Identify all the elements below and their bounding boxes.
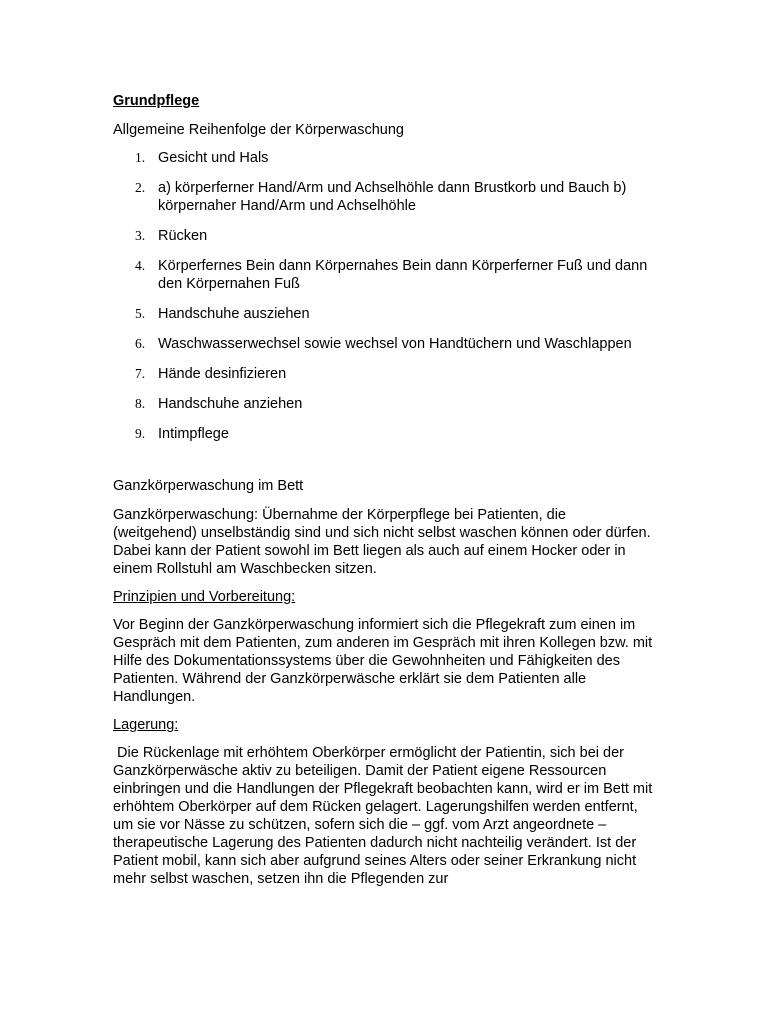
document-title: Grundpflege	[113, 93, 200, 109]
list-item-text: Handschuhe ausziehen	[158, 306, 310, 322]
list-item-number: 2.	[135, 180, 146, 195]
list-item-text: Handschuhe anziehen	[158, 396, 303, 412]
document-page	[113, 92, 657, 898]
list-item-number: 6.	[135, 336, 146, 351]
washing-order-list	[113, 149, 653, 443]
list-item	[113, 149, 653, 167]
list-item-number: 8.	[135, 396, 146, 411]
intro-text: Allgemeine Reihenfolge der Körperwaschung	[113, 122, 404, 138]
positioning-paragraph: Die Rückenlage mit erhöhtem Oberkörper ermöglicht der Patientin, sich bei der Ganzkörperwäsche aktiv zu beteiligen. Damit der Patient eigene Ressourcen einbringen und die Handlungen der Pflegekraft beobachten kann, wird er im Bett mit erhöhtem Oberkörper auf dem Rücken gelagert. Lagerungshilfen werden entfernt, um sie vor Nässe zu schützen, sofern sich die – ggf. vom Arzt angeordnete – therapeutische Lagerung des Patienten dadurch nicht nachteilig verändert. Ist der Patient mobil, kann sich aber aufgrund seines Alters oder seiner Erkrankung nicht mehr selbst waschen, setzen ihn die Pflegenden zur	[113, 745, 657, 887]
list-item	[113, 179, 653, 215]
definition-paragraph: Ganzkörperwaschung: Übernahme der Körperpflege bei Patienten, die (weitgehend) unselbständig sind und sich nicht selbst waschen können oder dürfen. Dabei kann der Patient sowohl im Bett liegen als auch auf einem Hocker oder in einem Rollstuhl am Waschbecken sitzen.	[113, 507, 651, 577]
list-item-number: 5.	[135, 306, 146, 321]
list-item-number: 9.	[135, 426, 146, 441]
list-item-text: a) körperferner Hand/Arm und Achselhöhle dann Brustkorb und Bauch b) körpernaher Hand/Arm und Achselhöhle	[158, 180, 627, 214]
list-item	[113, 335, 653, 353]
list-item	[113, 395, 653, 413]
list-item-text: Hände desinfizieren	[158, 366, 287, 382]
positioning-heading: Lagerung:	[113, 717, 179, 733]
list-item	[113, 257, 653, 293]
list-item	[113, 425, 653, 443]
section-title: Ganzkörperwaschung im Bett	[113, 478, 304, 494]
list-item	[113, 365, 653, 383]
list-item-text: Waschwasserwechsel sowie wechsel von Handtüchern und Waschlappen	[158, 336, 632, 352]
list-item-text: Intimpflege	[158, 426, 229, 442]
list-item-number: 4.	[135, 258, 146, 273]
principles-paragraph: Vor Beginn der Ganzkörperwaschung informiert sich die Pflegekraft zum einen im Gespräch mit dem Patienten, zum anderen im Gespräch mit ihren Kollegen bzw. mit Hilfe des Dokumentationssystems über die Gewohnheiten und Fähigkeiten des Patienten. Während der Ganzkörperwäsche erklärt sie dem Patienten alle Handlungen.	[113, 617, 653, 705]
principles-heading: Prinzipien und Vorbereitung:	[113, 589, 296, 605]
list-item-text: Gesicht und Hals	[158, 150, 269, 166]
list-item-number: 7.	[135, 366, 146, 381]
list-item-text: Körperfernes Bein dann Körpernahes Bein dann Körperferner Fuß und dann den Körpernahen Fuß	[158, 258, 648, 292]
list-item	[113, 227, 653, 245]
list-item-text: Rücken	[158, 228, 208, 244]
list-item-number: 3.	[135, 228, 146, 243]
list-item-number: 1.	[135, 150, 146, 165]
list-item	[113, 305, 653, 323]
